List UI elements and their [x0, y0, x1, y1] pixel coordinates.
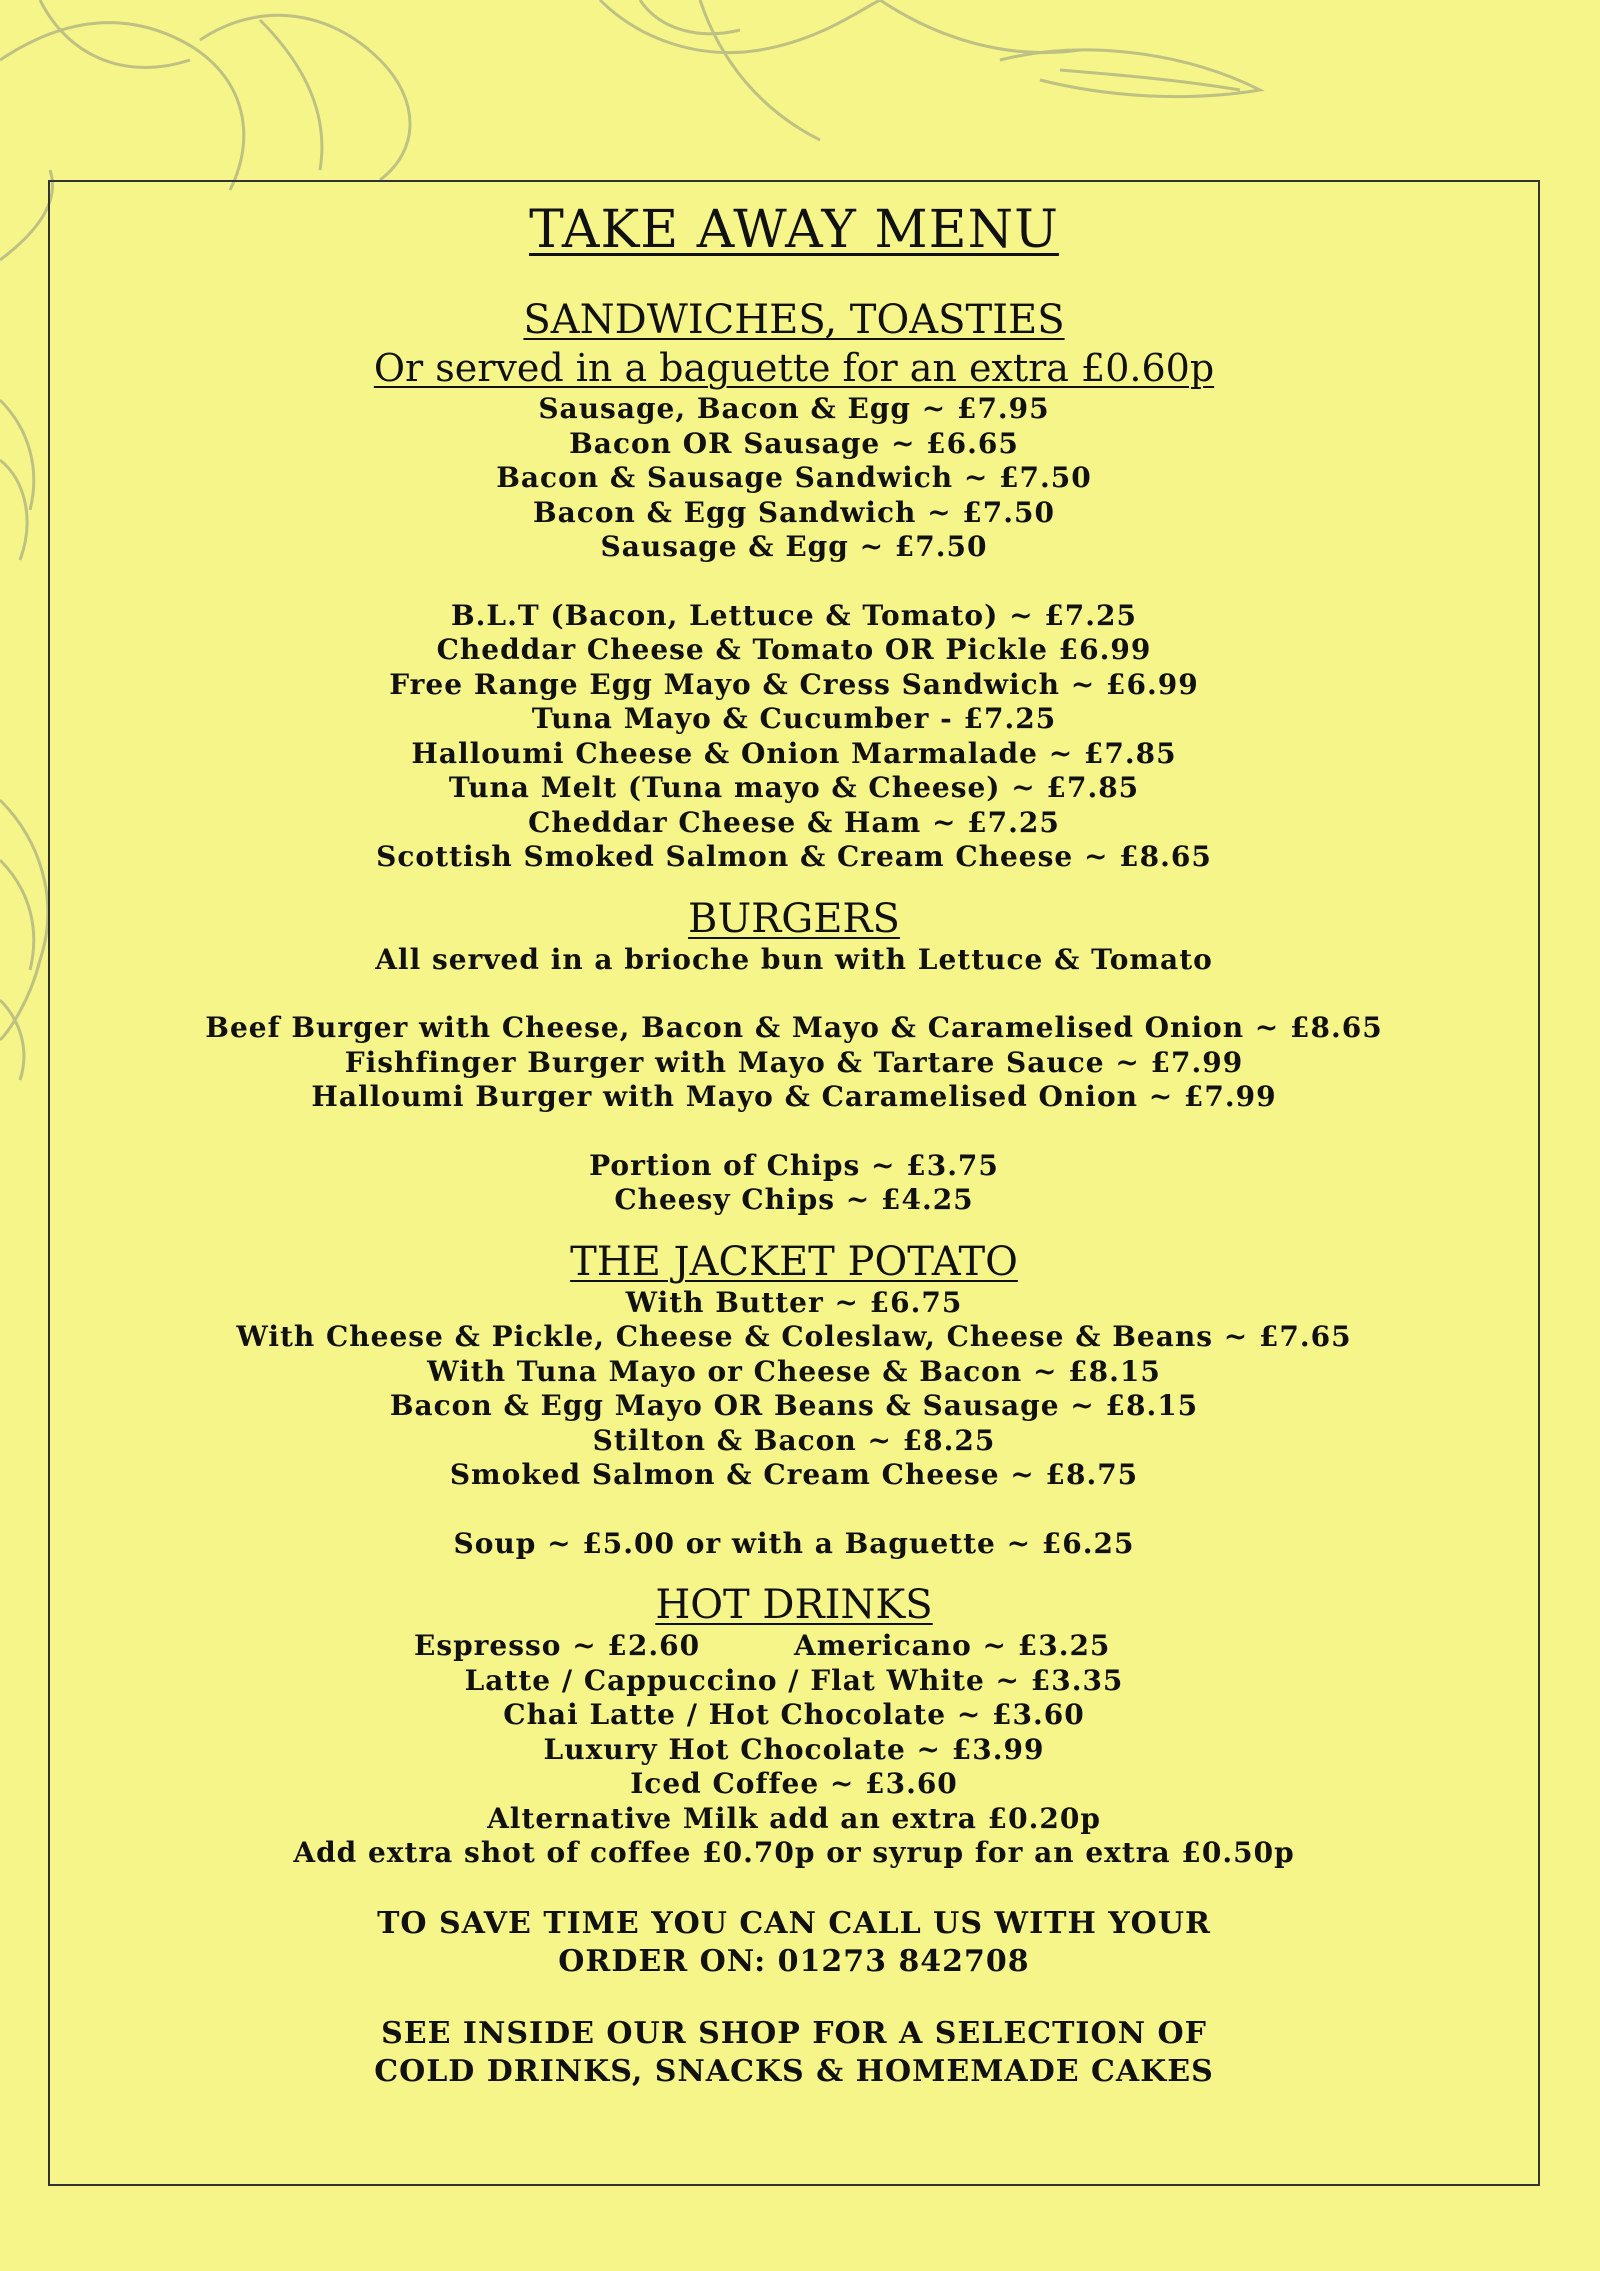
- menu-item: With Tuna Mayo or Cheese & Bacon ~ £8.15: [427, 1354, 1161, 1388]
- menu-item: Luxury Hot Chocolate ~ £3.99: [543, 1732, 1045, 1766]
- menu-item: Scottish Smoked Salmon & Cream Cheese ~ £8.65: [376, 840, 1212, 873]
- menu-item: Bacon OR Sausage ~ £6.65: [569, 426, 1019, 460]
- shop-notice: [50, 2015, 1538, 2091]
- menu-item: Sausage, Bacon & Egg ~ £7.95: [538, 392, 1050, 425]
- menu-item: Beef Burger with Cheese, Bacon & Mayo & Caramelised Onion ~ £8.65: [205, 1011, 1383, 1044]
- menu-item: With Cheese & Pickle, Cheese & Coleslaw, Cheese & Beans ~ £7.65: [236, 1320, 1352, 1353]
- jacket-potato-heading: THE JACKET POTATO: [570, 1238, 1018, 1285]
- menu-item: Latte / Cappuccino / Flat White ~ £3.35: [464, 1663, 1124, 1697]
- menu-item: Cheddar Cheese & Tomato OR Pickle £6.99: [436, 633, 1152, 666]
- drinks-row: [50, 1629, 1538, 1664]
- menu-item: Smoked Salmon & Cream Cheese ~ £8.75: [449, 1458, 1139, 1491]
- menu-item: Fishfinger Burger with Mayo & Tartare Sauce ~ £7.99: [344, 1045, 1244, 1079]
- burgers-heading: BURGERS: [688, 895, 900, 942]
- sandwiches-group-2: [50, 599, 1538, 875]
- menu-item: Stilton & Bacon ~ £8.25: [592, 1423, 996, 1457]
- menu-item: B.L.T (Bacon, Lettuce & Tomato) ~ £7.25: [451, 598, 1137, 632]
- menu-item: Alternative Milk add an extra £0.20p: [487, 1801, 1101, 1835]
- jacket-list: [50, 1286, 1538, 1493]
- menu-item: Halloumi Burger with Mayo & Caramelised Onion ~ £7.99: [311, 1080, 1277, 1113]
- menu-item: Add extra shot of coffee £0.70p or syrup for an extra £0.50p: [293, 1836, 1295, 1869]
- burgers-note: All served in a brioche bun with Lettuce & Tomato: [375, 942, 1213, 976]
- menu-title: TAKE AWAY MENU: [529, 200, 1059, 260]
- shop-notice-line: SEE INSIDE OUR SHOP FOR A SELECTION OF: [381, 2015, 1207, 2051]
- menu-item: Chai Latte / Hot Chocolate ~ £3.60: [503, 1698, 1085, 1731]
- menu-item: Bacon & Egg Sandwich ~ £7.50: [533, 495, 1055, 529]
- menu-item: Portion of Chips ~ £3.75: [589, 1148, 999, 1182]
- menu-item: Bacon & Sausage Sandwich ~ £7.50: [496, 461, 1092, 494]
- baguette-note: Or served in a baguette for an extra £0.60p: [373, 346, 1215, 390]
- shop-notice-line: COLD DRINKS, SNACKS & HOMEMADE CAKES: [374, 2053, 1214, 2089]
- menu-item: Free Range Egg Mayo & Cress Sandwich ~ £6.99: [389, 667, 1199, 701]
- hot-drinks-heading: HOT DRINKS: [655, 1582, 933, 1628]
- menu-item: Cheesy Chips ~ £4.25: [614, 1183, 974, 1216]
- call-notice: [50, 1905, 1538, 1981]
- menu-item: Cheddar Cheese & Ham ~ £7.25: [528, 805, 1060, 839]
- menu-item: Iced Coffee ~ £3.60: [630, 1767, 958, 1800]
- menu-item: Tuna Mayo & Cucumber - £7.25: [531, 702, 1057, 735]
- menu-item: Bacon & Egg Mayo OR Beans & Sausage ~ £8.15: [389, 1389, 1199, 1422]
- menu-item: Americano ~ £3.25: [794, 1629, 1111, 1662]
- menu-item: Sausage & Egg ~ £7.50: [600, 530, 988, 563]
- call-notice-line: TO SAVE TIME YOU CAN CALL US WITH YOUR: [377, 1905, 1211, 1941]
- sides-list: [50, 1149, 1538, 1218]
- drinks-list: [50, 1664, 1538, 1871]
- soup-item: Soup ~ £5.00 or with a Baguette ~ £6.25: [453, 1526, 1135, 1560]
- menu-item: Halloumi Cheese & Onion Marmalade ~ £7.85: [411, 736, 1177, 770]
- phone-number: ORDER ON: 01273 842708: [558, 1943, 1030, 1979]
- sandwiches-group-1: [50, 392, 1538, 565]
- sandwiches-heading: SANDWICHES, TOASTIES: [523, 297, 1065, 343]
- menu-frame: [48, 180, 1540, 2186]
- menu-item: Espresso ~ £2.60: [414, 1629, 701, 1662]
- menu-item: With Butter ~ £6.75: [625, 1285, 963, 1319]
- burgers-list: [50, 1011, 1538, 1115]
- menu-item: Tuna Melt (Tuna mayo & Cheese) ~ £7.85: [448, 771, 1140, 804]
